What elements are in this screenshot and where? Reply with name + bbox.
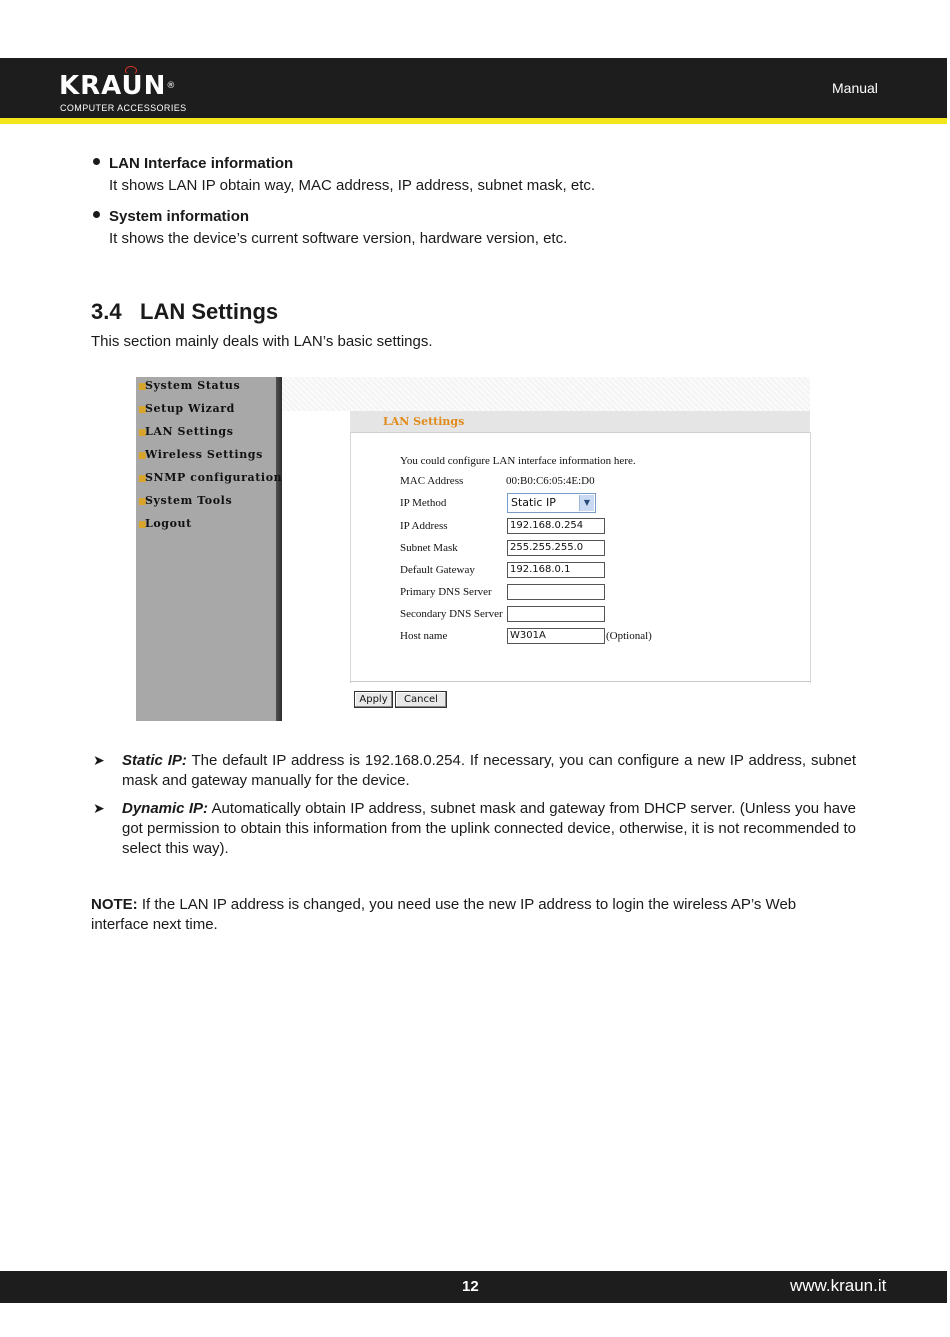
host-name-label: Host name <box>400 630 448 642</box>
info-bullet-lan <box>91 153 871 197</box>
nav-item-system-status[interactable] <box>138 379 240 392</box>
secondary-dns-input[interactable] <box>507 606 605 622</box>
host-name-input[interactable]: W301A <box>507 628 605 644</box>
mode-item-static <box>91 751 856 791</box>
header-accent-stripe <box>0 118 947 124</box>
nav-item-snmp-configuration[interactable] <box>138 471 282 484</box>
bullet-description: It shows LAN IP obtain way, MAC address, IP address, subnet mask, etc. <box>109 177 596 194</box>
info-bullet-list <box>91 153 871 259</box>
nav-item-logout[interactable] <box>138 517 192 530</box>
nav-bullet-icon: ■ <box>138 405 148 415</box>
panel-title: LAN Settings <box>383 415 465 428</box>
nav-item-label: System Status <box>145 379 241 392</box>
default-gateway-input[interactable]: 192.168.0.1 <box>507 562 605 578</box>
form-intro: You could configure LAN interface information here. <box>400 455 636 467</box>
logo-text: KRAUN <box>59 71 167 101</box>
mode-text <box>122 799 856 859</box>
arrow-bullet-icon: ➤ <box>93 801 105 817</box>
cancel-button[interactable]: Cancel <box>395 691 447 708</box>
nav-bullet-icon: ■ <box>138 474 148 484</box>
logo-subtitle: COMPUTER ACCESSORIES <box>60 103 187 113</box>
subnet-mask-label: Subnet Mask <box>400 542 458 554</box>
sidebar-divider <box>276 377 282 721</box>
nav-bullet-icon: ■ <box>138 520 148 530</box>
mode-item-dynamic <box>91 799 856 859</box>
mac-address-label: MAC Address <box>400 475 464 487</box>
nav-item-label: Logout <box>145 517 192 530</box>
apply-button[interactable]: Apply <box>354 691 393 708</box>
router-top-strip <box>282 377 810 411</box>
bullet-title: LAN Interface information <box>109 155 294 172</box>
nav-bullet-icon: ■ <box>138 451 148 461</box>
primary-dns-label: Primary DNS Server <box>400 586 492 598</box>
nav-bullet-icon: ■ <box>138 497 148 507</box>
nav-item-label: System Tools <box>145 494 233 507</box>
ip-method-label: IP Method <box>400 497 447 509</box>
mode-description: Automatically obtain IP address, subnet mask and gateway from DHCP server. (Unless you have got permission to obtain this information from the uplink connected device, otherwise, it is not recommended to select this way). <box>122 800 856 857</box>
nav-item-wireless-settings[interactable] <box>138 448 263 461</box>
website-url[interactable]: www.kraun.it <box>790 1276 887 1295</box>
logo-registered-mark: ® <box>166 81 177 91</box>
note-text: If the LAN IP address is changed, you need use the new IP address to login the wireless AP’s Web interface next time. <box>91 896 797 933</box>
mode-description: The default IP address is 192.168.0.254. If necessary, you can configure a new IP address, subnet mask and gateway manually for the device. <box>122 752 856 789</box>
section-number: 3.4 <box>91 299 122 324</box>
nav-item-setup-wizard[interactable] <box>138 402 235 415</box>
section-title: LAN Settings <box>140 299 279 324</box>
host-name-optional-note: (Optional) <box>606 630 652 642</box>
mode-text <box>122 751 856 791</box>
nav-item-label: LAN Settings <box>145 425 234 438</box>
brand-logo <box>59 72 176 100</box>
section-intro: This section mainly deals with LAN’s basic settings. <box>91 333 433 350</box>
form-footer-divider <box>350 681 810 682</box>
ip-address-input[interactable]: 192.168.0.254 <box>507 518 605 534</box>
bullet-dot-icon <box>93 158 100 165</box>
note-paragraph <box>91 895 856 935</box>
nav-item-label: Setup Wizard <box>145 402 235 415</box>
nav-item-system-tools[interactable] <box>138 494 232 507</box>
nav-item-label: Wireless Settings <box>145 448 263 461</box>
page-number: 12 <box>462 1278 479 1295</box>
info-bullet-system <box>91 206 871 250</box>
ip-method-select[interactable] <box>507 493 596 513</box>
nav-bullet-icon: ■ <box>138 428 148 438</box>
lan-settings-screenshot <box>136 377 810 721</box>
nav-item-label: SNMP configuration <box>145 471 283 484</box>
nav-bullet-icon: ■ <box>138 382 148 392</box>
chevron-down-icon[interactable]: ▼ <box>579 495 594 511</box>
ip-method-selected: Static IP <box>511 496 556 509</box>
ip-address-label: IP Address <box>400 520 448 532</box>
mode-term: Static IP: <box>122 752 187 769</box>
subnet-mask-input[interactable]: 255.255.255.0 <box>507 540 605 556</box>
panel-box <box>350 432 811 683</box>
mac-address-value: 00:B0:C6:05:4E:D0 <box>506 475 595 487</box>
ip-mode-list <box>91 751 856 867</box>
nav-item-lan-settings[interactable] <box>138 425 234 438</box>
secondary-dns-label: Secondary DNS Server <box>400 608 503 620</box>
bullet-dot-icon <box>93 211 100 218</box>
primary-dns-input[interactable] <box>507 584 605 600</box>
default-gateway-label: Default Gateway <box>400 564 475 576</box>
section-heading <box>91 298 278 326</box>
mode-term: Dynamic IP: <box>122 800 209 817</box>
bullet-title: System information <box>109 208 250 225</box>
arrow-bullet-icon: ➤ <box>93 753 105 769</box>
bullet-description: It shows the device’s current software version, hardware version, etc. <box>109 230 568 247</box>
manual-label: Manual <box>832 80 878 96</box>
note-label: NOTE: <box>91 896 138 913</box>
